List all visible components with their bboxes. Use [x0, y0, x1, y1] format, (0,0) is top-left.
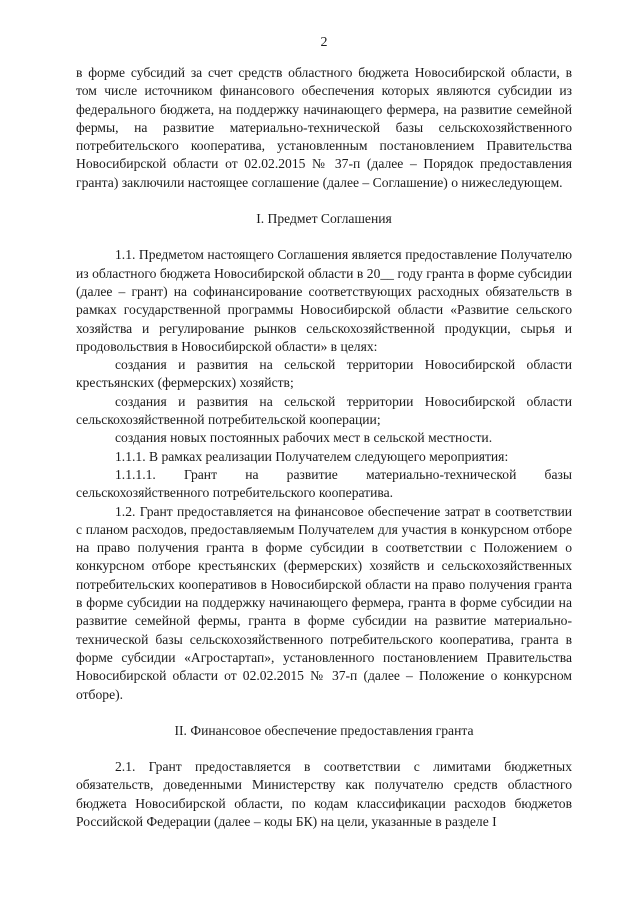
clause-1-1-1-1: 1.1.1.1. Грант на развитие материально-технической базы сельскохозяйственного потребительского кооператива.	[76, 466, 572, 501]
aim-cooperation: создания и развития на сельской территории Новосибирской области сельскохозяйственной потребительской кооперации;	[76, 393, 572, 428]
aim-jobs: создания новых постоянных рабочих мест в сельской местности.	[115, 430, 493, 446]
page-number: 2	[320, 35, 328, 50]
section-2-heading: II. Финансовое обеспечение предоставления гранта	[174, 722, 474, 738]
clause-2-1: 2.1. Грант предоставляется в соответствии с лимитами бюджетных обязательств, доведенными Министерству как получателю средств областного бюджета Новосибирской области, по кодам классификации расходов бюджетов Российской Федерации (далее – коды БК) на цели, указанные в разделе I	[76, 759, 572, 829]
clause-1-1: 1.1. Предметом настоящего Соглашения является предоставление Получателю из областного бюджета Новосибирской области в 20__ году гранта в форме субсидии (далее – грант) на софинансирование соответствующих расходных обязательств в рамках государственной программы Новосибирской области «Развитие сельского хозяйства и регулирование рынков сельскохозяйственной продукции, сырья и продовольствия в Новосибирской области» в целях:	[76, 247, 572, 354]
clause-1-2: 1.2. Грант предоставляется на финансовое обеспечение затрат в соответствии с планом расходов, предоставляемым Получателем для участия в конкурсном отборе на право получения гранта в форме субсидии в соответствии с Положением о конкурсном отборе крестьянских (фермерских) хозяйств и сельскохозяйственных потребительских кооперативов в Новосибирской области на право получения гранта в форме субсидии на поддержку начинающего фермера, гранта в форме субсидии на развитие семейной фермы, гранта в форме субсидии на развитие материально-технической базы сельскохозяйственного потребительского кооператива, гранта в форме субсидии «Агростартап», установленного постановлением Правительства Новосибирской области от 02.02.2015 № 37-п (далее – Положение о конкурсном отборе).	[76, 503, 572, 702]
section-1-heading: I. Предмет Соглашения	[256, 211, 392, 227]
clause-1-1-1: 1.1.1. В рамках реализации Получателем следующего мероприятия:	[115, 448, 509, 464]
aim-farms: создания и развития на сельской территории Новосибирской области крестьянских (фермерских) хозяйств;	[76, 357, 572, 391]
intro-paragraph: в форме субсидий за счет средств областного бюджета Новосибирской области, в том числе источником финансового обеспечения которых являются субсидии из федерального бюджета, на поддержку начинающего фермера, на развитие семейной фермы, на развитие материально-технической базы сельскохозяйственного потребительского кооператива, установленным постановлением Правительства Новосибирской области от 02.02.2015 № 37-п (далее – Порядок предоставления гранта) заключили настоящее соглашение (далее – Соглашение) о нижеследующем.	[76, 65, 572, 190]
